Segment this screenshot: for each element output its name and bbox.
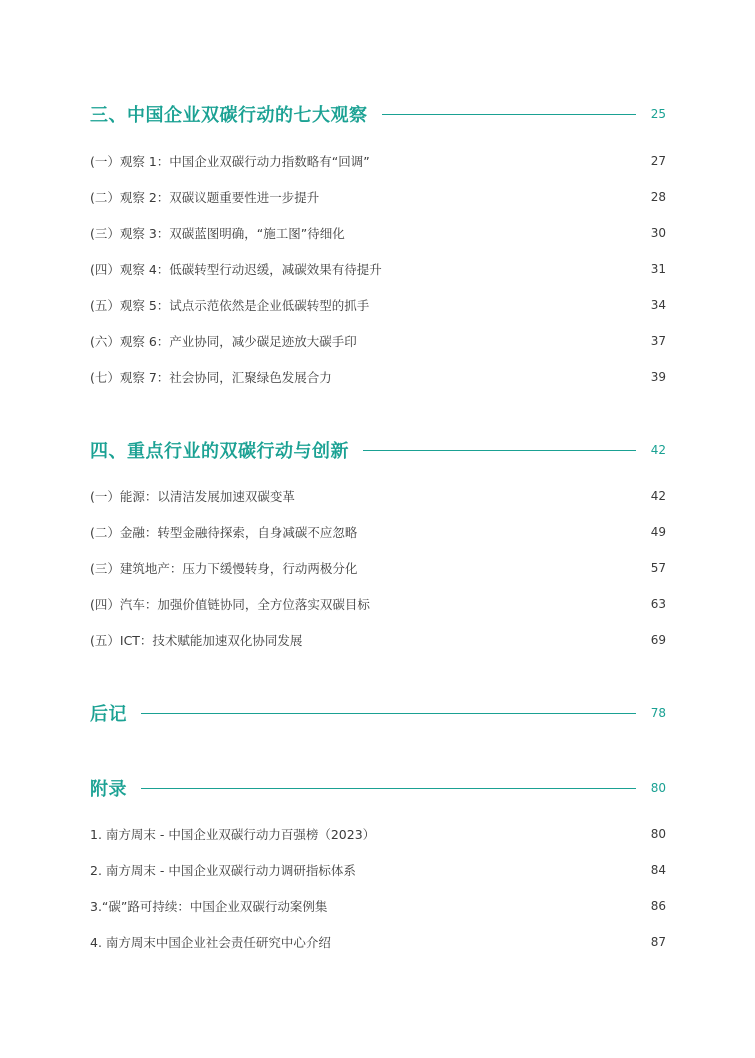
toc-entry[interactable] [90,259,666,279]
entry-title: (四）汽车：加强价值链协同，全方位落实双碳目标 [90,597,370,612]
entry-title: 4. 南方周末中国企业社会责任研究中心介绍 [90,935,331,950]
entry-title: (四）观察 4：低碳转型行动迟缓，减碳效果有待提升 [90,262,382,277]
section-title: 四、重点行业的双碳行动与创新 [90,441,349,462]
entry-page-number: 42 [650,489,666,503]
entry-page-number: 84 [650,863,666,877]
entry-page-number: 49 [650,525,666,539]
section-title: 附录 [90,779,127,800]
entry-title: (三）建筑地产：压力下缓慢转身，行动两极分化 [90,561,358,576]
entry-title: (一）能源：以清洁发展加速双碳变革 [90,489,295,504]
entry-page-number: 86 [650,899,666,913]
leader-line [363,450,636,451]
section-page-number: 25 [650,107,666,121]
entry-page-number: 80 [650,827,666,841]
entry-title: (七）观察 7：社会协同，汇聚绿色发展合力 [90,370,332,385]
section-page-number: 78 [650,706,666,720]
toc-entry[interactable] [90,331,666,351]
toc-entry[interactable] [90,824,666,844]
toc-entry[interactable] [90,223,666,243]
entry-page-number: 37 [650,334,666,348]
section-title: 后记 [90,704,127,725]
section-page-number: 80 [650,781,666,795]
entry-title: (二）观察 2：双碳议题重要性进一步提升 [90,190,320,205]
entry-title: (二）金融：转型金融待探索，自身减碳不应忽略 [90,525,358,540]
entry-title: 3.“碳”路可持续：中国企业双碳行动案例集 [90,899,328,914]
entry-page-number: 39 [650,370,666,384]
toc-entry[interactable] [90,295,666,315]
entry-title: (一）观察 1：中国企业双碳行动力指数略有“回调” [90,154,370,169]
toc-entry[interactable] [90,932,666,952]
leader-line [141,713,636,714]
toc-section-heading[interactable] [90,437,666,463]
toc-section-heading[interactable] [90,700,666,726]
entry-title: 2. 南方周末 - 中国企业双碳行动力调研指标体系 [90,863,356,878]
toc-section-heading[interactable] [90,101,666,127]
toc-entry[interactable] [90,896,666,916]
leader-line [141,788,636,789]
entry-page-number: 28 [650,190,666,204]
section-page-number: 42 [650,443,666,457]
leader-line [382,114,637,115]
entry-page-number: 87 [650,935,666,949]
entry-page-number: 31 [650,262,666,276]
entry-title: (三）观察 3：双碳蓝图明确，“施工图”待细化 [90,226,345,241]
entry-title: (五）观察 5：试点示范依然是企业低碳转型的抓手 [90,298,370,313]
section-title: 三、中国企业双碳行动的七大观察 [90,105,368,126]
toc-entry[interactable] [90,486,666,506]
entry-page-number: 57 [650,561,666,575]
toc-entry[interactable] [90,187,666,207]
toc-entry[interactable] [90,151,666,171]
toc-entry[interactable] [90,630,666,650]
entry-page-number: 34 [650,298,666,312]
entry-page-number: 30 [650,226,666,240]
entry-title: 1. 南方周末 - 中国企业双碳行动力百强榜（2023） [90,827,376,842]
toc-entry[interactable] [90,594,666,614]
toc-section-heading[interactable] [90,775,666,801]
entry-page-number: 27 [650,154,666,168]
toc-entry[interactable] [90,558,666,578]
toc-entry[interactable] [90,522,666,542]
entry-title: (五）ICT：技术赋能加速双化协同发展 [90,633,303,648]
toc-entry[interactable] [90,860,666,880]
toc-entry[interactable] [90,367,666,387]
entry-page-number: 63 [650,597,666,611]
entry-page-number: 69 [650,633,666,647]
entry-title: (六）观察 6：产业协同，减少碳足迹放大碳手印 [90,334,357,349]
